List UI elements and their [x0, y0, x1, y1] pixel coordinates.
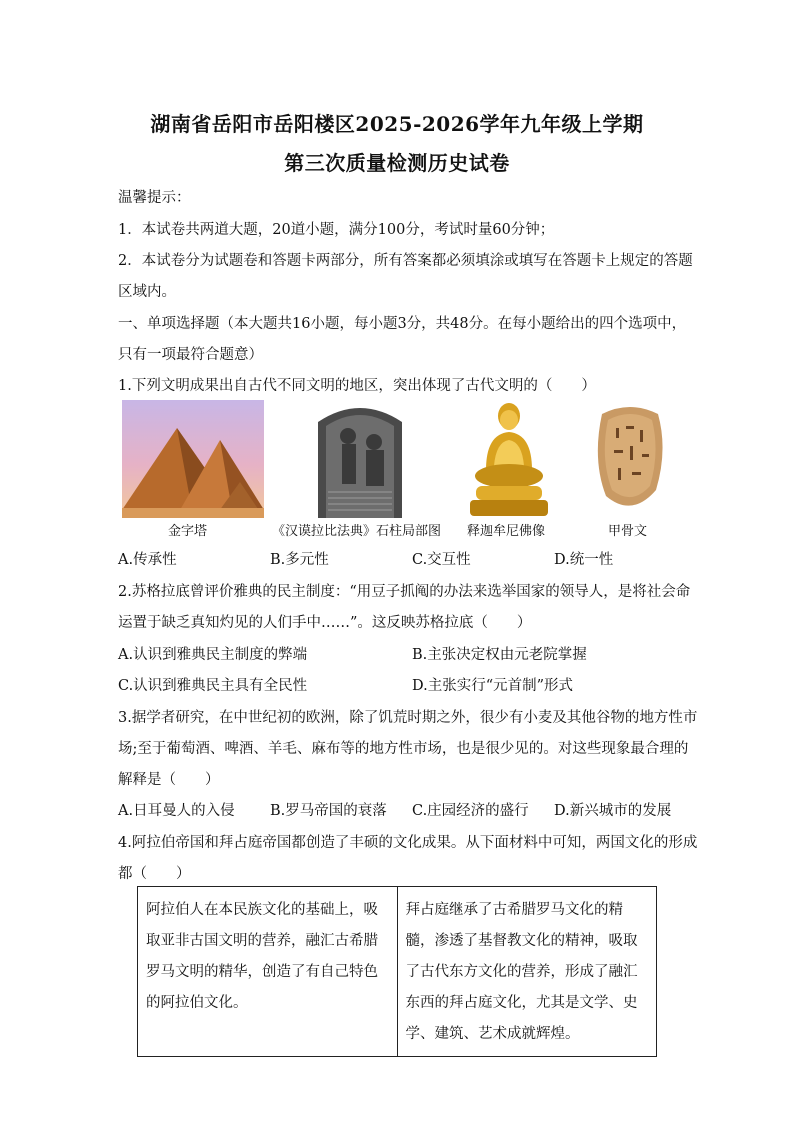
q1-option-b: B.多元性: [270, 552, 329, 568]
q1-options: [118, 548, 678, 570]
hammurabi-stele-image: [312, 400, 408, 518]
q2-options-row1: [118, 643, 678, 665]
q4-material-arabic: 阿拉伯人在本民族文化的基础上，吸取亚非古国文明的营养，融汇古希腊罗马文明的精华，创造了有自己特色的阿拉伯文化。: [138, 887, 398, 1057]
q3-option-a: A.日耳曼人的入侵: [118, 803, 235, 819]
q3-option-b: B.罗马帝国的衰落: [270, 803, 387, 819]
caption-buddha: 释迦牟尼佛像: [467, 524, 546, 539]
q1-option-a: A.传承性: [118, 552, 177, 568]
q3-option-c: C.庄园经济的盛行: [412, 803, 529, 819]
q2-option-c: C.认识到雅典民主具有全民性: [118, 678, 308, 694]
q4-stem-line2: 都（ ）: [118, 866, 191, 882]
caption-pyramids: 金字塔: [168, 524, 208, 539]
exam-title-line1: 湖南省岳阳市岳阳楼区2025-2026学年九年级上学期: [150, 112, 644, 136]
q3-stem-line3: 解释是（ ）: [118, 772, 220, 788]
q1-option-c: C.交互性: [412, 552, 471, 568]
caption-hammurabi: 《汉谟拉比法典》石柱局部图: [272, 524, 442, 539]
caption-oracle-bone: 甲骨文: [608, 524, 648, 539]
section-1-heading-cont: 只有一项最符合题意）: [118, 347, 263, 363]
q3-option-d: D.新兴城市的发展: [554, 803, 672, 819]
q4-material-byzantine: 拜占庭继承了古希腊罗马文化的精髓，渗透了基督教文化的精神，吸取了古代东方文化的营养，形成了融汇东西的拜占庭文化，尤其是文学、史学、建筑、艺术成就辉煌。: [397, 887, 657, 1057]
q2-stem-line2: 运置于缺乏真知灼见的人们手中……”。这反映苏格拉底（ ）: [118, 615, 532, 631]
oracle-bone-image: [592, 400, 668, 518]
exam-title-line2: 第三次质量检测历史试卷: [284, 151, 510, 175]
notice-item-2-line1: 2．本试卷分为试题卷和答题卡两部分，所有答案都必须填涂或填写在答题卡上规定的答题: [118, 253, 693, 269]
notice-item-2-line2: 区域内。: [118, 284, 176, 300]
q3-options: [118, 799, 678, 821]
q1-stem: 1.下列文明成果出自古代不同文明的地区，突出体现了古代文明的（ ）: [118, 378, 596, 394]
buddha-statue-image: [466, 400, 552, 518]
q4-material-table: [137, 886, 657, 1057]
section-1-heading: 一、单项选择题（本大题共16小题，每小题3分，共48分。在每小题给出的四个选项中，: [118, 316, 687, 332]
q3-stem-line2: 场;至于葡萄酒、啤酒、羊毛、麻布等的地方性市场，也是很少见的。对这些现象最合理的: [118, 741, 689, 757]
notice-heading: 温馨提示：: [118, 190, 191, 206]
q1-option-d: D.统一性: [554, 552, 614, 568]
q4-stem-line1: 4.阿拉伯帝国和拜占庭帝国都创造了丰硕的文化成果。从下面材料中可知，两国文化的形成: [118, 835, 698, 851]
q2-option-d: D.主张实行“元首制”形式: [412, 678, 574, 694]
q3-stem-line1: 3.据学者研究，在中世纪初的欧洲，除了饥荒时期之外，很少有小麦及其他谷物的地方性市: [118, 710, 698, 726]
q2-option-b: B.主张决定权由元老院掌握: [412, 647, 587, 663]
pyramids-image: [122, 400, 264, 518]
q2-option-a: A.认识到雅典民主制度的弊端: [118, 647, 308, 663]
q2-stem-line1: 2.苏格拉底曾评价雅典的民主制度：“用豆子抓阄的办法来选举国家的领导人，是将社会命: [118, 584, 691, 600]
q2-options-row2: [118, 674, 678, 696]
notice-item-1: 1．本试卷共两道大题，20道小题，满分100分，考试时量60分钟；: [118, 222, 555, 238]
